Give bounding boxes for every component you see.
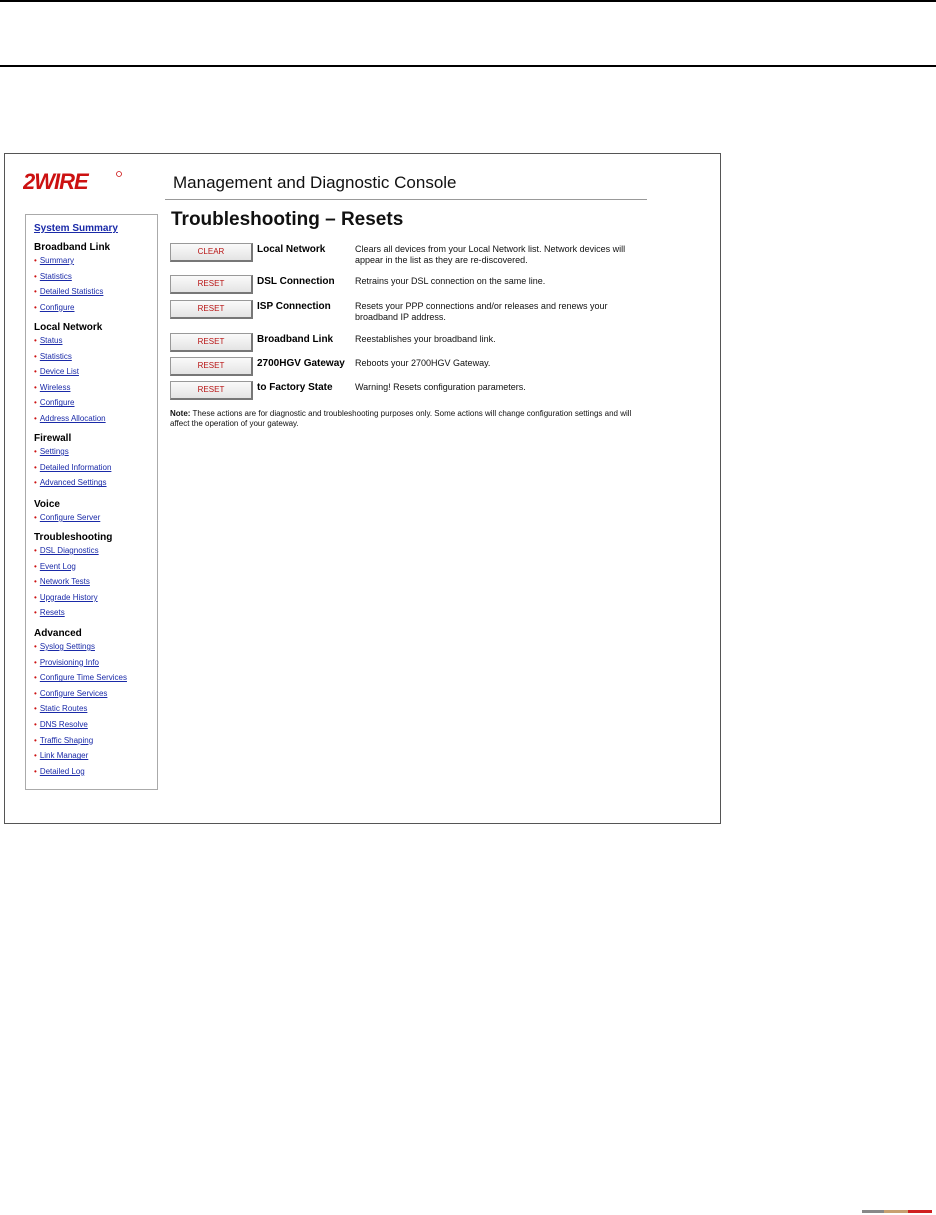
clear-button[interactable]: CLEAR (170, 243, 253, 262)
sidebar-item-label[interactable]: DNS Resolve (39, 720, 88, 729)
document-header-rule (0, 65, 936, 67)
document-top-rule (0, 0, 936, 2)
corner-bar-red (908, 1210, 932, 1213)
sidebar-item[interactable] (34, 546, 99, 555)
sidebar-link-system-summary[interactable]: System Summary (34, 223, 118, 234)
bullet-icon: • (34, 751, 37, 761)
sidebar-item[interactable] (34, 414, 106, 423)
sidebar-item-label[interactable]: Syslog Settings (39, 642, 95, 651)
bullet-icon: • (34, 287, 37, 297)
note-body: These actions are for diagnostic and troubleshooting purposes only. Some actions will change configuration settings and will affect the operation of your gateway. (170, 409, 632, 428)
bullet-icon: • (34, 367, 37, 377)
bullet-icon: • (34, 546, 37, 555)
bullet-icon: • (34, 478, 37, 488)
sidebar-item[interactable] (34, 751, 88, 760)
reset-button[interactable]: RESET (170, 300, 253, 319)
bullet-icon: • (34, 766, 37, 776)
sidebar-item-label[interactable]: Configure Server (39, 513, 101, 522)
sidebar-item[interactable] (34, 367, 79, 376)
sidebar-item-label[interactable]: Statistics (39, 271, 72, 281)
sidebar-item[interactable] (34, 398, 75, 407)
bullet-icon: • (34, 462, 37, 472)
reset-row-label: DSL Connection (257, 276, 335, 287)
sidebar-item[interactable] (34, 287, 103, 296)
sidebar-section-title: Broadband Link (34, 242, 111, 253)
sidebar-item[interactable] (34, 593, 98, 602)
sidebar-item[interactable] (34, 383, 70, 392)
bullet-icon: • (34, 720, 37, 729)
sidebar-nav (25, 214, 158, 790)
sidebar-item[interactable] (34, 673, 127, 682)
sidebar-item-label[interactable]: Wireless (39, 382, 71, 392)
reset-button[interactable]: RESET (170, 381, 253, 400)
sidebar-section-title: Firewall (34, 433, 72, 444)
bullet-icon: • (34, 561, 37, 571)
bullet-icon: • (34, 351, 37, 361)
sidebar-item-label[interactable]: Event Log (39, 561, 76, 571)
reset-row-label: Local Network (257, 244, 326, 255)
2wire-logo (23, 169, 123, 193)
bullet-icon: • (34, 256, 37, 265)
sidebar-section-title: Advanced (34, 628, 82, 639)
bullet-icon: • (34, 398, 37, 408)
sidebar-item-label[interactable]: Upgrade History (39, 592, 98, 602)
sidebar-item[interactable] (34, 336, 63, 345)
sidebar-item-label[interactable]: Settings (39, 447, 69, 456)
sidebar-item[interactable] (34, 463, 111, 472)
reset-row-label: 2700HGV Gateway (257, 358, 345, 369)
sidebar-item-label[interactable]: Status (39, 336, 63, 345)
reset-button[interactable]: RESET (170, 275, 253, 294)
sidebar-item[interactable] (34, 447, 69, 456)
reset-row-description: Reestablishes your broadband link. (355, 334, 496, 344)
sidebar-item-label[interactable]: Device List (39, 367, 79, 377)
sidebar-item-label[interactable]: Detailed Log (39, 766, 85, 776)
sidebar-item-label[interactable]: Detailed Information (39, 462, 112, 472)
corner-bar-gray (862, 1210, 884, 1213)
bullet-icon: • (34, 414, 37, 423)
console-title: Management and Diagnostic Console (173, 173, 457, 192)
console-window (4, 153, 721, 824)
bullet-icon: • (34, 673, 37, 683)
sidebar-item-label[interactable]: Configure (39, 398, 75, 408)
page-title: Troubleshooting – Resets (171, 209, 404, 230)
svg-text:2WIRE: 2WIRE (23, 169, 88, 193)
sidebar-item[interactable] (34, 608, 65, 617)
sidebar-item[interactable] (34, 720, 88, 729)
sidebar-item[interactable] (34, 303, 75, 312)
sidebar-item-label[interactable]: Link Manager (39, 751, 89, 761)
sidebar-item[interactable] (34, 642, 95, 651)
note-text (170, 409, 645, 429)
sidebar-item-label[interactable]: Provisioning Info (39, 657, 99, 667)
reset-button[interactable]: RESET (170, 333, 253, 352)
sidebar-item-label[interactable]: Detailed Statistics (39, 287, 104, 297)
bullet-icon: • (34, 592, 37, 602)
bullet-icon: • (34, 336, 37, 345)
header-divider (165, 199, 647, 200)
sidebar-item-label[interactable]: Static Routes (39, 704, 88, 714)
sidebar-item[interactable] (34, 513, 100, 522)
sidebar-item-label[interactable]: Traffic Shaping (39, 735, 94, 745)
reset-row-description: Resets your PPP connections and/or releases and renews your broadband IP address. (355, 301, 608, 322)
bullet-icon: • (34, 302, 37, 312)
bullet-icon: • (34, 447, 37, 456)
sidebar-item-label[interactable]: Configure Time Services (39, 673, 127, 683)
sidebar-item-label[interactable]: Advanced Settings (39, 478, 107, 488)
bullet-icon: • (34, 577, 37, 587)
sidebar-item[interactable] (34, 736, 93, 745)
reset-row-description: Warning! Resets configuration parameters. (355, 382, 526, 392)
bullet-icon: • (34, 608, 37, 618)
sidebar-item-label[interactable]: Statistics (39, 351, 72, 361)
bullet-icon: • (34, 642, 37, 651)
sidebar-item-label[interactable]: DSL Diagnostics (39, 546, 99, 555)
reset-row-description: Retrains your DSL connection on the same line. (355, 276, 546, 286)
reset-row-label: to Factory State (257, 382, 333, 393)
reset-row-description: Reboots your 2700HGV Gateway. (355, 358, 491, 368)
reset-row-description: Clears all devices from your Local Network list. Network devices will appear in the list as they are re-discovered. (355, 244, 626, 265)
bullet-icon: • (34, 513, 37, 522)
sidebar-item[interactable] (34, 256, 74, 265)
sidebar-item[interactable] (34, 658, 99, 667)
bullet-icon: • (34, 704, 37, 714)
sidebar-item-label[interactable]: Configure Services (39, 688, 108, 698)
sidebar-section-title: Local Network (34, 322, 103, 333)
sidebar-item[interactable] (34, 689, 107, 698)
bullet-icon: • (34, 271, 37, 281)
sidebar-section-title: Voice (34, 499, 60, 510)
reset-row-label: Broadband Link (257, 334, 334, 345)
sidebar-item[interactable] (34, 704, 87, 713)
sidebar-item[interactable] (34, 272, 72, 281)
bullet-icon: • (34, 735, 37, 745)
note-label: Note: (170, 409, 191, 418)
sidebar-item-label[interactable]: Configure (39, 302, 75, 312)
sidebar-item[interactable] (34, 352, 72, 361)
sidebar-section-title: Troubleshooting (34, 532, 113, 543)
bullet-icon: • (34, 657, 37, 667)
sidebar-item-label[interactable]: Resets (39, 608, 65, 618)
sidebar-item[interactable] (34, 478, 107, 487)
bullet-icon: • (34, 688, 37, 698)
reset-button[interactable]: RESET (170, 357, 253, 376)
sidebar-item[interactable] (34, 767, 85, 776)
sidebar-item-label[interactable]: Address Allocation (39, 414, 106, 423)
reset-row-label: ISP Connection (257, 301, 331, 312)
sidebar-item[interactable] (34, 577, 90, 586)
sidebar-item[interactable] (34, 562, 76, 571)
bullet-icon: • (34, 382, 37, 392)
corner-bar-tan (884, 1210, 908, 1213)
sidebar-item-label[interactable]: Summary (39, 256, 75, 265)
sidebar-item-label[interactable]: Network Tests (39, 577, 90, 587)
